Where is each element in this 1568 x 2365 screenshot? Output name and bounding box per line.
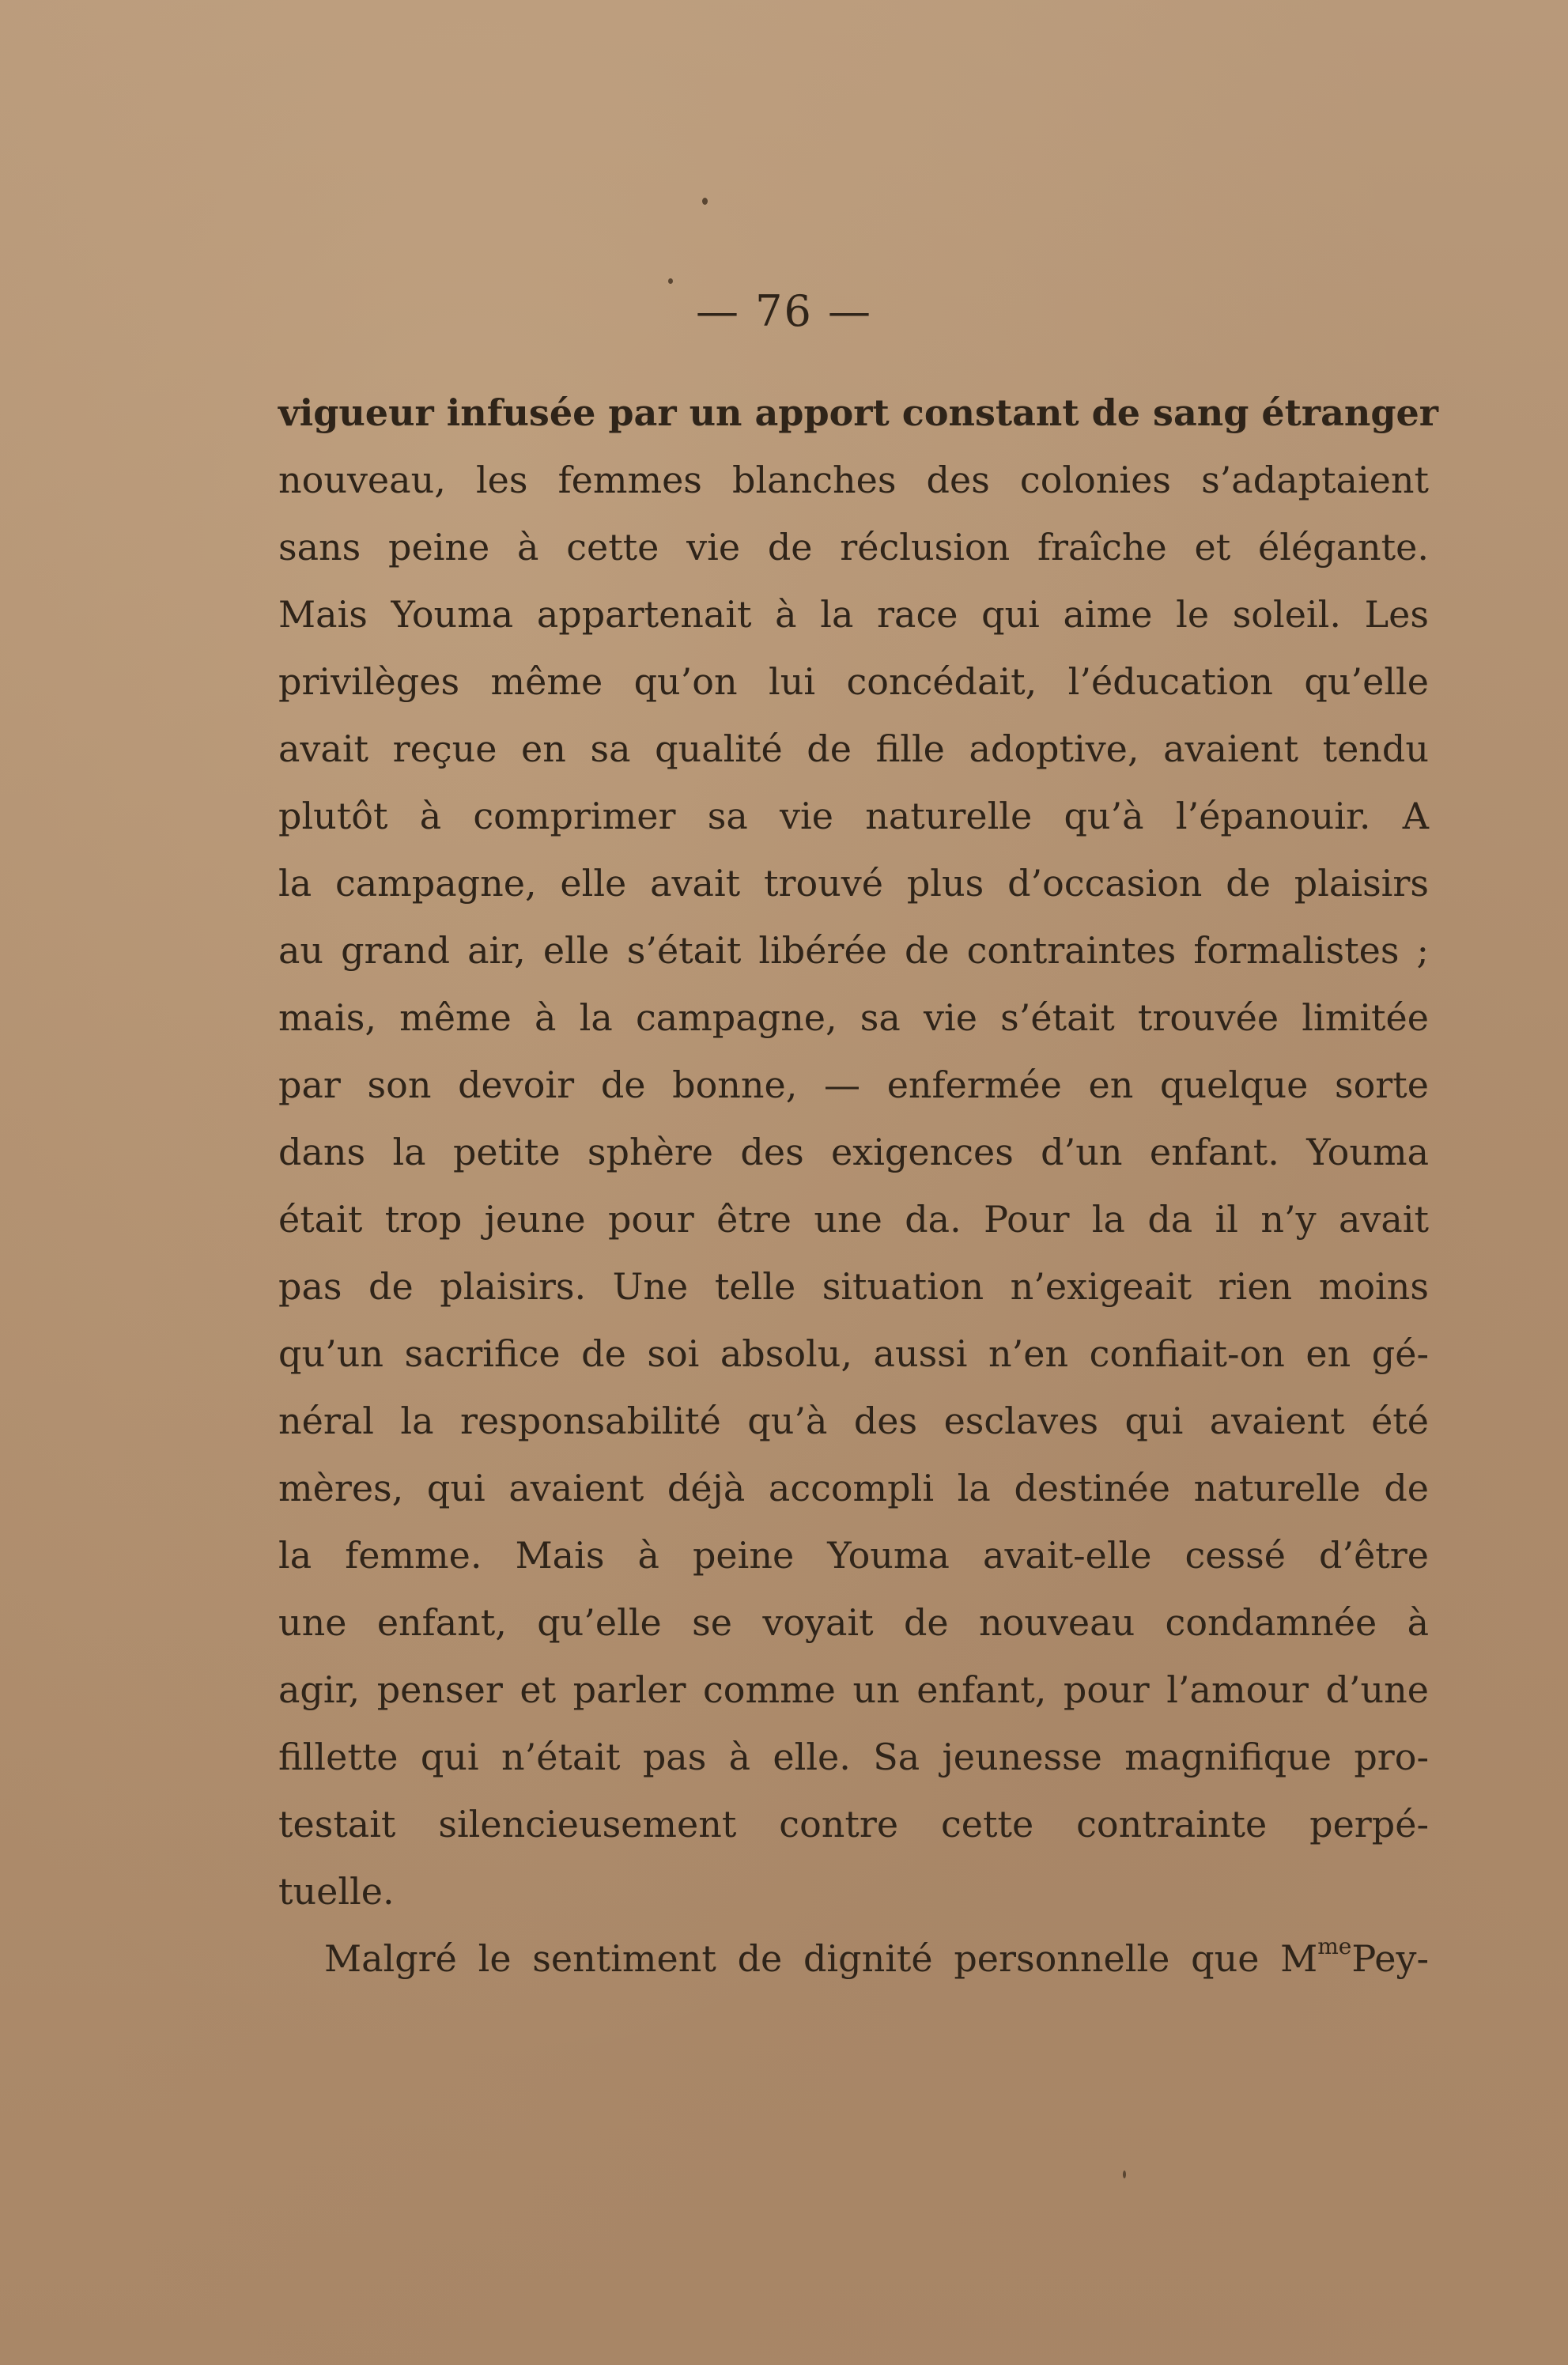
text-line: dans la petite sphère des exigences d’un enfant. Youma (278, 1131, 1429, 1173)
text-line: testait silencieusement contre cette contrainte perpé- (278, 1803, 1429, 1846)
text-line: nouveau, les femmes blanches des colonies s’adaptaient (278, 459, 1429, 501)
text-line: mères, qui avaient déjà accompli la destinée naturelle de (278, 1467, 1429, 1509)
text-line: fillette qui n’était pas à elle. Sa jeunesse magnifique pro- (278, 1736, 1429, 1778)
text-line: agir, penser et parler comme un enfant, pour l’amour d’une (278, 1668, 1429, 1711)
paragraph-start-line (278, 1925, 1429, 1993)
text-line: privilèges même qu’on lui concédait, l’éducation qu’elle (278, 660, 1429, 703)
text-line: avait reçue en sa qualité de fille adoptive, avaient tendu (278, 727, 1429, 770)
text-line: mais, même à la campagne, sa vie s’était trouvée limitée (278, 996, 1429, 1039)
text-line: la campagne, elle avait trouvé plus d’occasion de plaisirs (278, 862, 1429, 905)
page-number: — 76 — (695, 286, 873, 336)
text-line: était trop jeune pour être une da. Pour la da il n’y avait (278, 1198, 1429, 1241)
text-line: une enfant, qu’elle se voyait de nouveau condamnée à (278, 1601, 1429, 1644)
text-line: néral la responsabilité qu’à des esclaves qui avaient été (278, 1400, 1429, 1442)
text-line: Mais Youma appartenait à la race qui aime le soleil. Les (278, 593, 1429, 636)
text-line: plutôt à comprimer sa vie naturelle qu’à l’épanouir. A (278, 795, 1429, 837)
text-line: qu’un sacrifice de soi absolu, aussi n’en confiait-on en gé- (278, 1332, 1429, 1375)
paper-speck (1123, 2170, 1126, 2178)
text-line: au grand air, elle s’était libérée de contraintes formalistes ; (278, 929, 1429, 972)
text-segment: Pey- (1351, 1937, 1429, 1980)
text-line: sans peine à cette vie de réclusion fraîche et élégante. (278, 526, 1429, 569)
paper-speck (702, 198, 708, 205)
superscript-abbrev: me (1317, 1932, 1352, 1959)
body-text (278, 380, 1439, 1993)
paper-speck (668, 278, 673, 284)
text-segment: Malgré le sentiment de dignité personnelle que M (324, 1937, 1318, 1980)
text-line: pas de plaisirs. Une telle situation n’exigeait rien moins (278, 1265, 1429, 1308)
text-line: par son devoir de bonne, — enfermée en quelque sorte (278, 1063, 1429, 1106)
text-line: la femme. Mais à peine Youma avait-elle cessé d’être (278, 1534, 1429, 1577)
text-line: vigueur infusée par un apport constant de sang étranger (278, 391, 1439, 434)
text-line: tuelle. (278, 1870, 395, 1913)
